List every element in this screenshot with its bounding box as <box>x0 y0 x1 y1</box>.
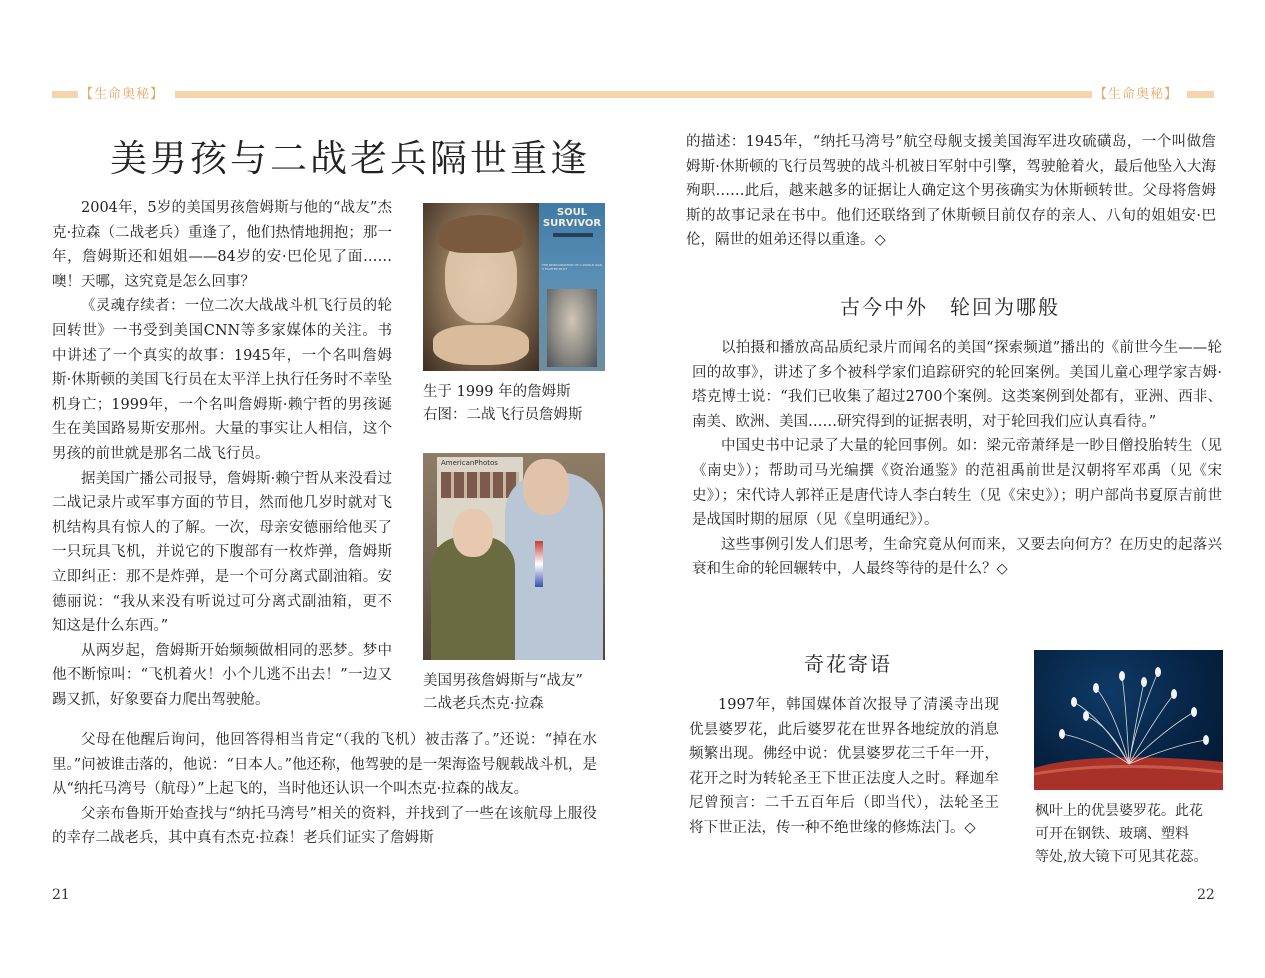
book-title-line: SURVIVOR <box>542 218 602 229</box>
paragraph: 据美国广播公司报导，詹姆斯·赖宁哲从来没看过二战记录片或军事方面的节目，然而他几岁时就对飞机结构具有惊人的了解。一次，母亲安德丽给他买了一只玩具飞机，并说它的下腹部有一枚炸弹，詹姆斯立即纠正：那不是炸弹，是一个可分离式副油箱。安德丽说：“我从来没有听说过可分离式副油箱，更不知这是什么东西。” <box>52 470 392 635</box>
caption-line: 等处,放大镜下可见其花蕊。 <box>1035 849 1208 865</box>
caption-line: 生于 1999 年的詹姆斯 <box>423 384 571 400</box>
poster-images <box>441 472 519 498</box>
veteran-head <box>523 459 569 515</box>
boy-with-veteran-photo <box>423 453 605 660</box>
section-heading-reincarnation: 古今中外 轮回为哪般 <box>840 295 1060 319</box>
section-heading-udumbara: 奇花寄语 <box>804 652 892 676</box>
book-cover-photo <box>539 203 605 371</box>
header-tag-left: 【生命奥秘】 <box>80 87 165 102</box>
caption-line: 右图：二战飞行员詹姆斯 <box>423 407 583 423</box>
paragraph: 从两岁起，詹姆斯开始频频做相同的恶梦。梦中他不断惊叫：“飞机着火！小个儿逃不出去！”一边又踢又抓，好象要奋力爬出驾驶舱。 <box>52 642 392 708</box>
caption-line: 美国男孩詹姆斯与“战友” <box>423 673 583 689</box>
left-wide-column <box>52 728 597 851</box>
caption-line: 枫叶上的优昙婆罗花。此花 <box>1035 803 1203 819</box>
header-bar-main <box>175 91 1092 98</box>
paragraph: 这些事例引发人们思考，生命究竟从何而来，又要去向何方？在历史的起落兴衰和生命的轮回辗转中，人最终等待的是什么？◇ <box>692 536 1222 578</box>
caption-line: 可开在钢铁、玻璃、塑料 <box>1035 826 1189 842</box>
boy-head <box>453 509 493 557</box>
header-bar-right-stub <box>1187 91 1214 98</box>
section1-column <box>692 336 1222 582</box>
boy-portrait-photo <box>423 203 539 371</box>
book-title-line: SOUL <box>556 207 588 218</box>
right-continuation-column <box>686 130 1216 253</box>
flower-illustration <box>1034 650 1223 790</box>
book-title <box>539 207 605 229</box>
photo-caption-3 <box>1035 800 1235 869</box>
ribbon-badge <box>535 541 543 587</box>
section2-column <box>689 693 999 841</box>
article-title: 美男孩与二战老兵隔世重逢 <box>110 137 590 180</box>
plane-icon <box>553 233 593 237</box>
paragraph: 的描述：1945年，“纳托马湾号”航空母舰支援美国海军进攻硫磺岛，一个叫做詹姆斯·休斯顿的飞行员驾驶的战斗机被日军射中引擎，驾驶舱着火，最后他坠入大海殉职……此后，越来越多的证据让人确定这个男孩确实为休斯顿转世。父母将詹姆斯的故事记录在书中。他们还联络到了休斯顿目前仅存的亲人、八旬的姐姐安·巴伦，隔世的姐弟还得以重逢。◇ <box>686 134 1216 249</box>
left-main-column <box>52 196 392 712</box>
udumbara-flower-photo <box>1034 650 1223 790</box>
paragraph: 《灵魂存续者：一位二次大战战斗机飞行员的轮回转世》一书受到美国CNN等多家媒体的关注。书中讲述了一个真实的故事：1945年，一个名叫詹姆斯·休斯顿的美国飞行员在太平洋上执行任务时不幸坠机身亡；1999年，一个名叫詹姆斯·赖宁哲的男孩诞生在美国路易斯安那州。大量的事实让人相信，这个男孩的前世就是那名二战飞行员。 <box>52 298 392 462</box>
hand-shape <box>433 325 529 365</box>
pilot-portrait <box>547 289 597 367</box>
photo-caption-1 <box>423 381 623 427</box>
header-tag-right: 【生命奥秘】 <box>1094 87 1179 102</box>
book-subtitle: THE REINCARNATION OF A WORLD WAR II FIGHTER PILOT <box>542 263 602 271</box>
caption-line: 二战老兵杰克·拉森 <box>423 696 544 712</box>
header-bar-left-stub <box>52 91 78 98</box>
page-number-right: 22 <box>1197 887 1215 903</box>
paragraph: 父亲布鲁斯开始查找与“纳托马湾号”相关的资料，并找到了一些在该航母上服役的幸存二战老兵，其中真有杰克·拉森！老兵们证实了詹姆斯 <box>52 805 597 847</box>
poster-text: AmericanPhotos <box>441 459 498 467</box>
paragraph: 以拍摄和播放高品质纪录片而闻名的美国“探索频道”播出的《前世今生——轮回的故事》，讲述了多个被科学家们追踪研究的轮回案例。美国儿童心理学家吉姆·塔克博士说：“我们已收集了超过2700个案例。这类案例到处都有，亚洲、西非、南美、欧洲、美国……研究得到的证据表明，对于轮回我们应认真看待。” <box>692 340 1222 430</box>
page-number-left: 21 <box>52 887 70 903</box>
paragraph: 父母在他醒后询问，他回答得相当肯定“（我的飞机）被击落了。”还说：“掉在水里。”问被谁击落的，他说：“日本人。”他还称，他驾驶的是一架海盗号舰载战斗机，是从“纳托马湾号（航母）”上起飞的，当时他还认识一个叫杰克·拉森的战友。 <box>52 732 597 798</box>
paragraph: 2004年，5岁的美国男孩詹姆斯与他的“战友”杰克·拉森（二战老兵）重逢了，他们热情地拥抱；那一年，詹姆斯还和姐姐——84岁的安·巴伦见了面……噢！天哪，这究竟是怎么回事？ <box>52 200 392 290</box>
photo-caption-2 <box>423 670 623 716</box>
paragraph: 中国史书中记录了大量的轮回事例。如：梁元帝萧绎是一眇目僧投胎转生（见《南史》）；帮助司马光编撰《资治通鉴》的范祖禹前世是汉朝将军邓禹（见《宋史》）；宋代诗人郭祥正是唐代诗人李白转生（见《宋史》）；明户部尚书夏原吉前世是战国时期的屈原（见《皇明通纪》）。 <box>692 438 1222 529</box>
paragraph: 1997年，韩国媒体首次报导了清溪寺出现优昙婆罗花，此后婆罗花在世界各地绽放的消息频繁出现。佛经中说：优昙婆罗花三千年一开，花开之时为转轮圣王下世正法度人之时。释迦牟尼曾预言：二千五百年后（即当代），法轮圣王将下世正法，传一种不绝世缘的修炼法门。◇ <box>689 697 999 836</box>
hair-shape <box>439 215 523 253</box>
